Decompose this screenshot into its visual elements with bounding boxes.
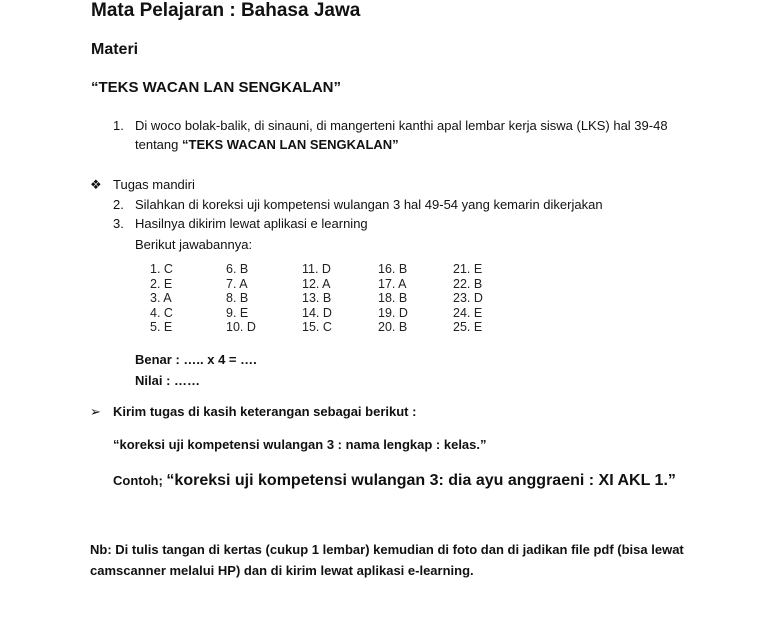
answer-item: 3. A [150,291,172,306]
answer-item: 4. C [150,305,173,320]
submission-format: “koreksi uji kompetensi wulangan 3 : nama lengkap : kelas.” [113,437,487,452]
arrow-bullet-icon: ➢ [90,404,101,419]
answer-item: 23. D [453,291,483,306]
answer-item: 12. A [302,276,331,291]
step-1-line-1: Di woco bolak-balik, di sinauni, di mangerteni kanthi apal lembar kerja siswa (LKS) hal 39-48 [135,118,668,133]
step-3-number: 3. [113,216,124,231]
answer-column-5 [453,262,523,335]
example-line [113,472,676,490]
answer-item: 2. E [150,276,173,291]
answer-item: 8. B [226,291,249,306]
answer-item: 19. D [378,305,408,320]
answer-item: 25. E [453,320,483,335]
note-line-1: Nb: Di tulis tangan di kertas (cukup 1 lembar) kemudian di foto dan di jadikan file pdf (bisa lewat [90,542,684,557]
answer-item: 6. B [226,262,249,276]
answer-item: 11. D [302,262,331,276]
step-1-topic-bold: “TEKS WACAN LAN SENGKALAN” [182,137,399,152]
answer-item: 17. A [378,276,407,291]
answer-item: 14. D [302,305,332,320]
answer-column-1 [150,262,220,335]
answer-item: 16. B [378,262,408,276]
answer-item: 15. C [302,320,332,335]
answer-item: 5. E [150,320,173,335]
answer-item: 1. C [150,262,173,276]
diamond-bullet-icon: ❖ [90,177,102,192]
nilai-line: Nilai : …… [135,373,201,388]
step-1-line-2-prefix: tentang [135,137,182,152]
answer-column-3 [302,262,372,335]
answer-item: 13. B [302,291,332,306]
benar-formula: Benar : ….. x 4 = …. [135,352,257,367]
step-1-number: 1. [113,118,124,133]
kirim-instruction: Kirim tugas di kasih keterangan sebagai berikut : [113,404,417,419]
answer-item: 18. B [378,291,408,306]
answer-column-2 [226,262,296,335]
note-line-2: camscanner melalui HP) dan di kirim lewat aplikasi e-learning. [90,563,474,578]
topic-heading: “TEKS WACAN LAN SENGKALAN” [91,79,341,96]
tugas-mandiri-label: Tugas mandiri [113,177,195,192]
answer-item: 21. E [453,262,483,276]
step-2-text: Silahkan di koreksi uji kompetensi wulangan 3 hal 49-54 yang kemarin dikerjakan [135,197,603,212]
answer-item: 24. E [453,305,483,320]
example-label: Contoh; [113,473,167,488]
step-1-line-2 [135,137,399,152]
answer-item: 20. B [378,320,408,335]
page-title: Mata Pelajaran : Bahasa Jawa [91,0,361,21]
answers-intro: Berikut jawabannya: [135,237,253,252]
example-text: “koreksi uji kompetensi wulangan 3: dia ayu anggraeni : XI AKL 1.” [166,472,676,489]
answer-item: 22. B [453,276,483,291]
answer-item: 7. A [226,276,248,291]
answer-item: 9. E [226,305,249,320]
materi-heading: Materi [91,41,139,58]
answer-item: 10. D [226,320,256,335]
step-3-text: Hasilnya dikirim lewat aplikasi e learning [135,216,368,231]
answer-column-4 [378,262,448,335]
step-2-number: 2. [113,197,124,212]
